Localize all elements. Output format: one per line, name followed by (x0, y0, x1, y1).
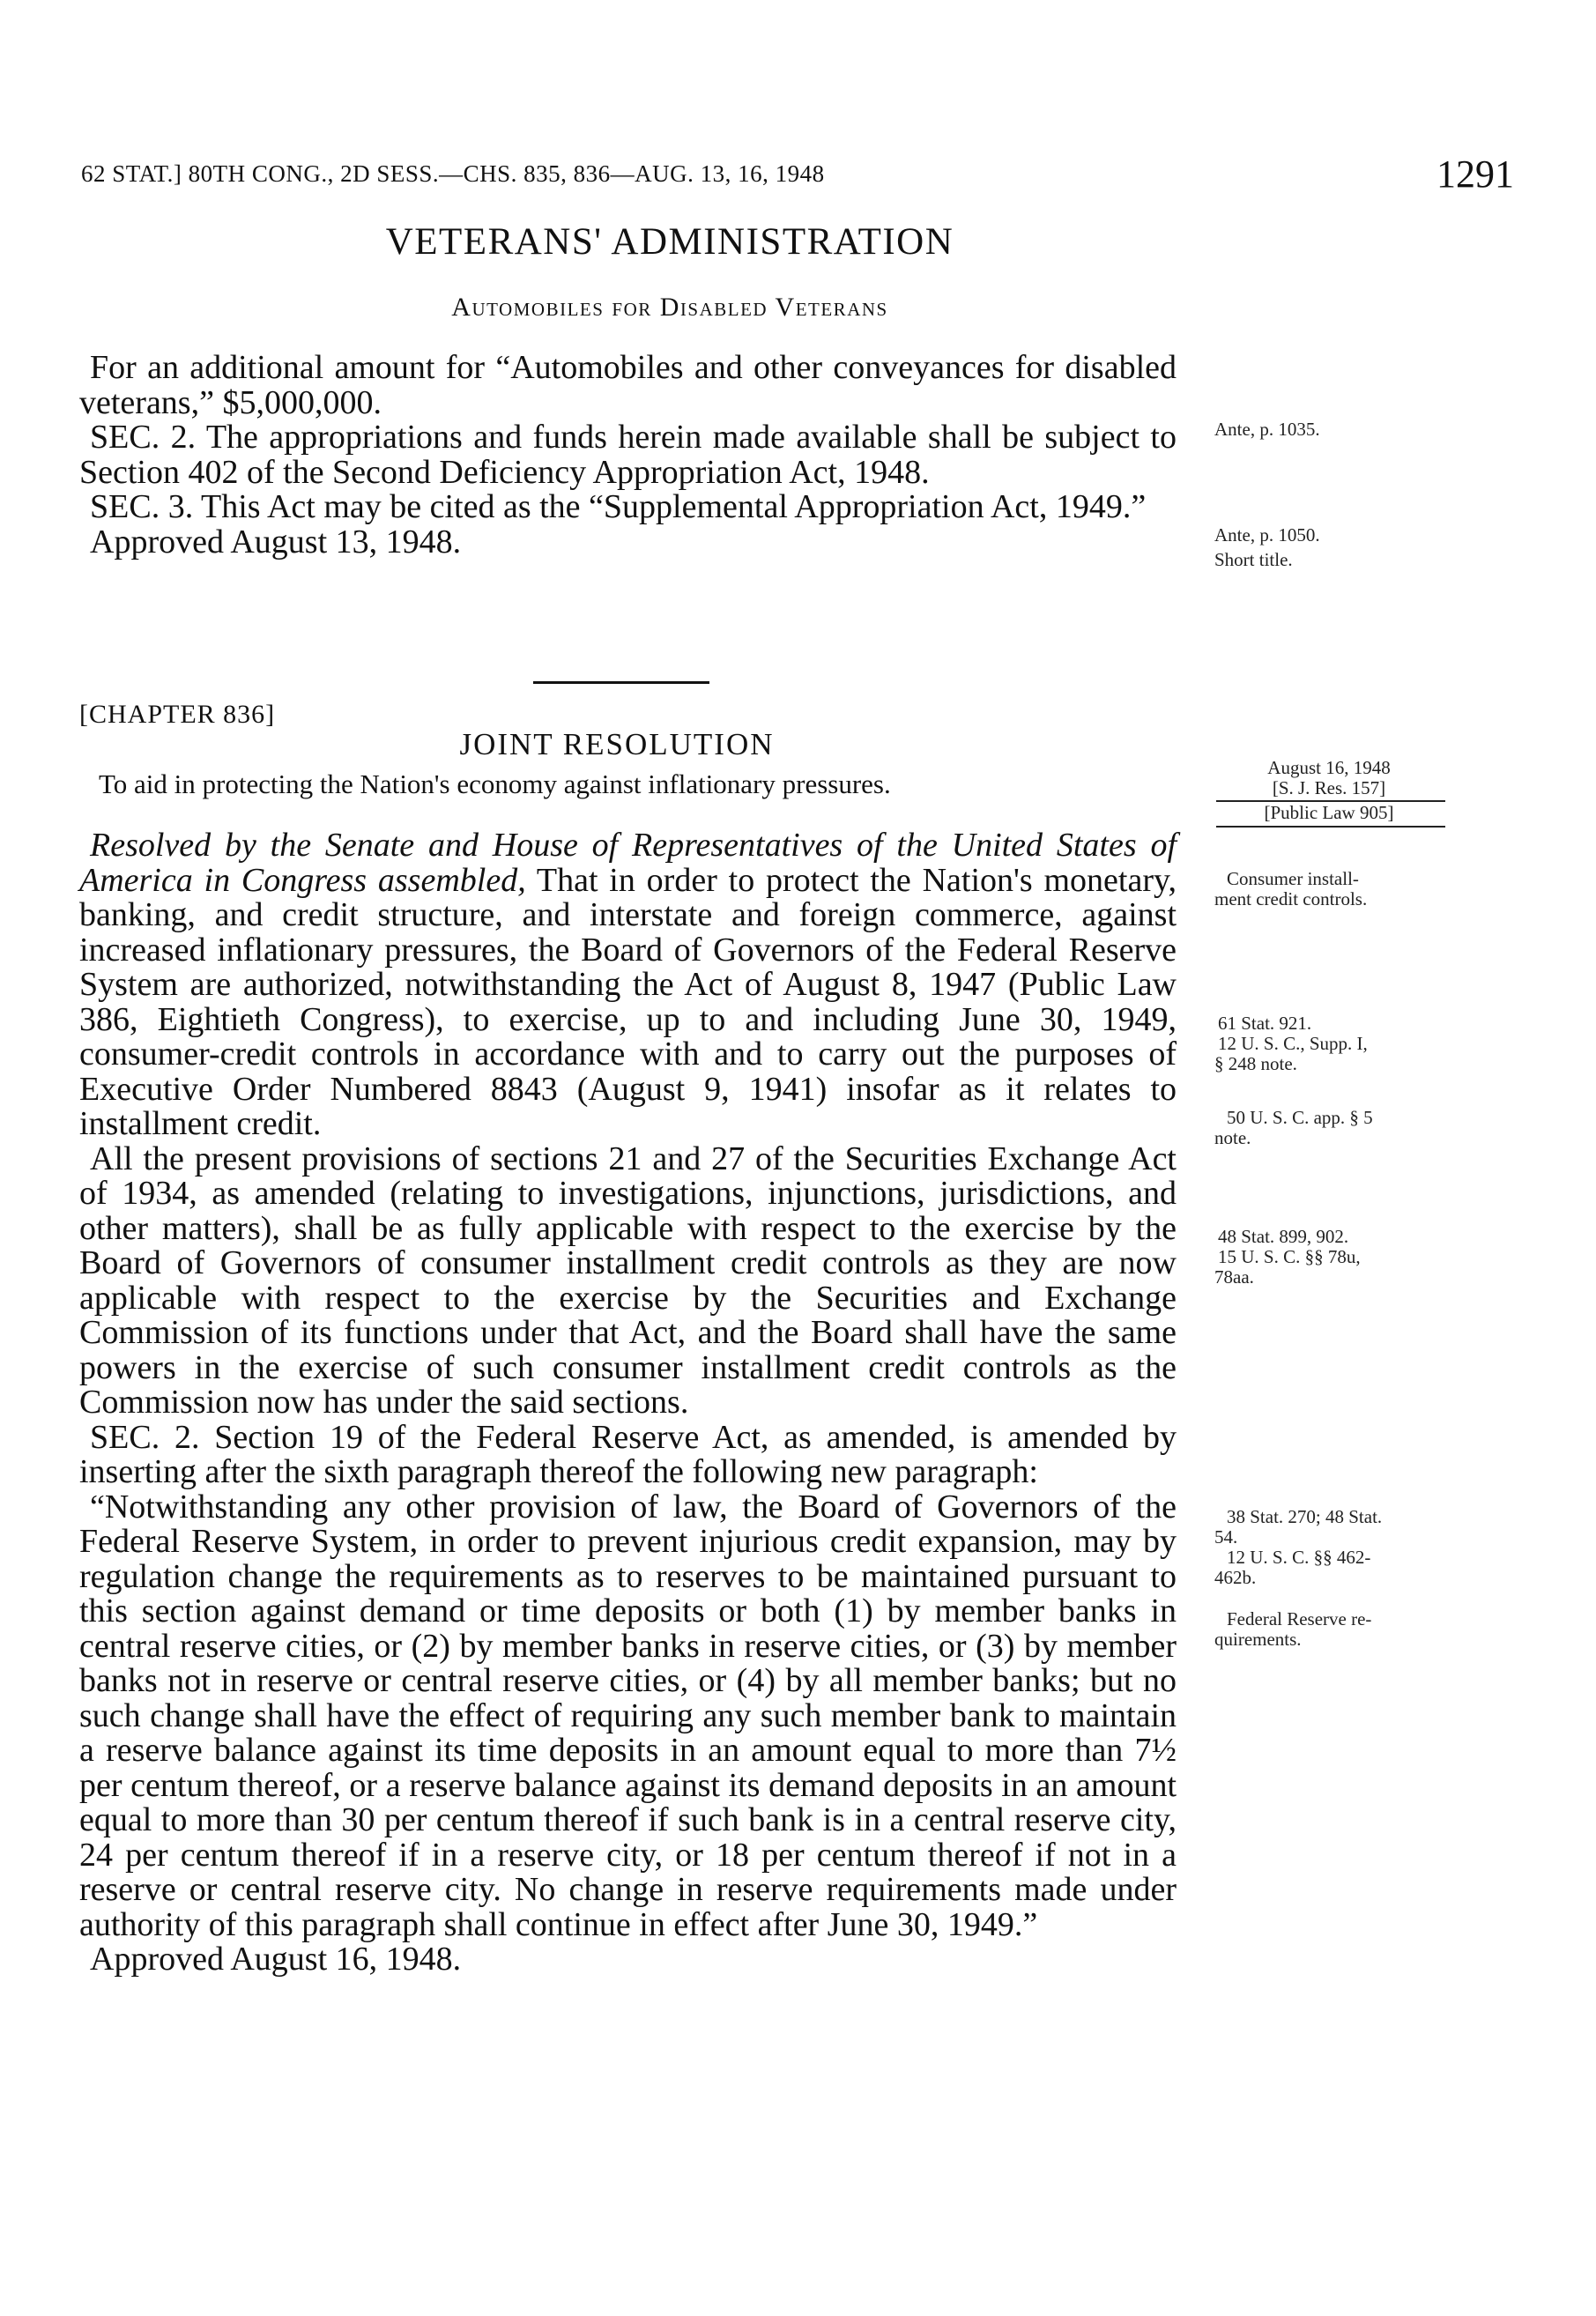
paragraph: “Notwithstanding any other provision of law, the Board of Governors of the Federal Reserve System, in order to prevent injurious credit expansion, may by regulation change the requirements as to reserves to be maintained pursuant to this section against demand or time deposits or both (1) by member banks in central reserve cities, or (2) by member banks in reserve cities, or (3) by member banks not in reserve or central reserve cities, or (4) by all member banks; but no such change shall have the effect of requiring any such member bank to maintain a reserve balance against its time deposits in an amount equal to more than 7½ per centum thereof, or a reserve balance against its demand deposits in an amount equal to more than 30 per centum thereof if such bank is in a central reserve city, 24 per centum thereof if in a reserve city, or 18 per centum thereof if not in a reserve or central reserve city. No change in reserve requirements made under authority of this paragraph shall continue in effect after June 30, 1949.” (79, 1488, 1177, 1943)
margin-line: 78aa. (1214, 1266, 1254, 1288)
subheading: Automobiles for Disabled Veterans (451, 293, 888, 322)
resolution-type: JOINT RESOLUTION (459, 727, 775, 761)
margin-line: Consumer install- (1227, 868, 1359, 889)
margin-note: August 16, 1948 (1267, 757, 1391, 778)
margin-line: 38 Stat. 270; 48 Stat. (1227, 1506, 1383, 1527)
paragraph-text: That in order to protect the Nation's monetary, banking, and credit structure, and interstate and foreign commerce, against increased inflationary pressures, the Board of Governors of the Federal Reserve System are authorized, notwithstanding the Act of August 8, 1947 (Public Law 386, Eightieth Congress), to exercise, up to and including June 30, 1949, consumer-credit controls in accordance with and to carry out the purposes of Executive Order Numbered 8843 (August 9, 1941) insofar as it relates to installment credit. (79, 861, 1177, 1142)
paragraph: For an additional amount for “Automobiles and other conveyances for disabled veterans,” $5,000,000. (79, 349, 1177, 421)
margin-line: 12 U. S. C. §§ 462- (1227, 1547, 1371, 1568)
margin-note: Ante, p. 1035. (1214, 419, 1320, 440)
margin-line: 61 Stat. 921. (1218, 1013, 1312, 1034)
margin-line: quirements. (1214, 1629, 1302, 1650)
approval-line: Approved August 16, 1948. (90, 1941, 462, 1978)
paragraph: All the present provisions of sections 21 and 27 of the Securities Exchange Act of 1934, as amended (relating to investigations, injunctions, jurisdictions, and other matters), shall be as fully applicable with respect to the exercise by the Board of Governors of consumer installment credit controls as they are now applicable with respect to the exercise by the Securities and Exchange Commission of its functions under that Act, and the Board shall have the same powers in the exercise of such consumer installment credit controls as the Commission now has under the said sections. (79, 1139, 1177, 1421)
margin-rule (1216, 826, 1445, 828)
section-divider (533, 681, 709, 684)
enacting-clause: Resolved by the Senate and House of Representatives of the United States of America in Congress assembled, (79, 827, 1177, 899)
margin-note (1214, 1108, 1479, 1148)
margin-line: 12 U. S. C., Supp. I, (1218, 1033, 1368, 1054)
margin-line: Federal Reserve re- (1227, 1608, 1372, 1629)
margin-note (1214, 1609, 1479, 1650)
margin-line: 15 U. S. C. §§ 78u, (1218, 1246, 1361, 1267)
margin-note (1214, 1507, 1479, 1588)
margin-line: 54. (1214, 1526, 1238, 1548)
margin-note: Short title. (1214, 549, 1293, 570)
margin-note: [Public Law 905] (1264, 802, 1394, 823)
page-number: 1291 (1436, 152, 1514, 196)
paragraph: SEC. 3. This Act may be cited as the “Supplemental Appropriation Act, 1949.” (90, 488, 1147, 525)
margin-note (1214, 1013, 1479, 1074)
chapter-label: [CHAPTER 836] (79, 700, 276, 729)
margin-note (1214, 869, 1479, 909)
margin-note (1214, 1227, 1479, 1288)
paragraph: SEC. 2. Section 19 of the Federal Reserve Act, as amended, is amended by inserting after the sixth paragraph thereof the following new paragraph: (79, 1418, 1177, 1490)
paragraph (79, 828, 1177, 1142)
margin-line: note. (1214, 1127, 1251, 1148)
margin-line: 48 Stat. 899, 902. (1218, 1226, 1349, 1247)
margin-note: Ante, p. 1050. (1214, 524, 1320, 546)
margin-line: 50 U. S. C. app. § 5 (1227, 1107, 1373, 1128)
margin-note: [S. J. Res. 157] (1272, 777, 1386, 798)
approval-line: Approved August 13, 1948. (90, 523, 462, 560)
margin-line: ment credit controls. (1214, 888, 1368, 909)
resolution-purpose: To aid in protecting the Nation's economy against inflationary pressures. (99, 768, 891, 799)
running-header: 62 STAT.] 80TH CONG., 2D SESS.—CHS. 835, 836—AUG. 13, 16, 1948 (81, 160, 825, 187)
agency-heading: VETERANS' ADMINISTRATION (385, 221, 954, 263)
paragraph: SEC. 2. The appropriations and funds herein made available shall be subject to Section 402 of the Second Deficiency Appropriation Act, 1948. (79, 419, 1177, 491)
resolution-text (79, 828, 1177, 1978)
margin-line: § 248 note. (1214, 1053, 1297, 1074)
appropriation-text (79, 351, 1177, 560)
margin-line: 462b. (1214, 1567, 1257, 1588)
